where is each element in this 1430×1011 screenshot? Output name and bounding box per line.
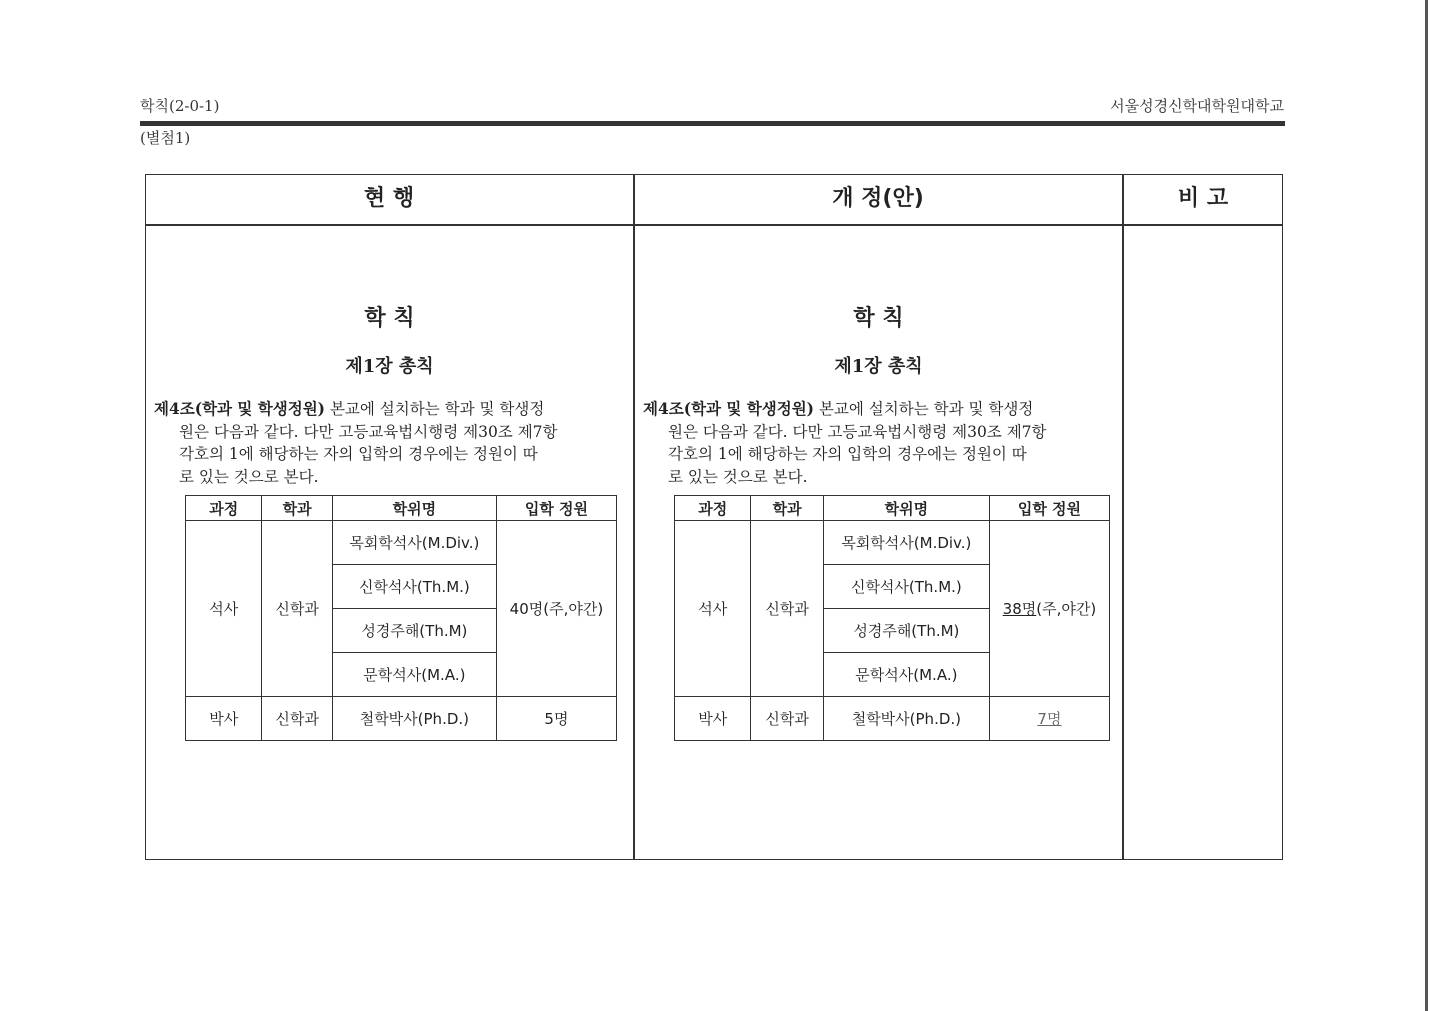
degree-phd: 철학박사(Ph.D.) (332, 697, 496, 741)
column-header-note: 비 고 (1177, 186, 1229, 211)
article-line: 각호의 1에 해당하는 자의 입학의 경우에는 정원이 따 (668, 445, 1027, 463)
revised-section (635, 226, 1122, 856)
article-line: 로 있는 것으로 본다. (179, 467, 319, 486)
column-header-revised: 개 정(안) (832, 186, 924, 211)
article-4-text (154, 398, 626, 488)
department-theology: 신학과 (262, 697, 332, 741)
quota-changed-value: 7명 (1037, 710, 1062, 728)
article-line: 원은 다음과 같다. 다만 고등교육법시행령 제30조 제7항 (179, 422, 558, 441)
school-name: 서울성경신학대학원대학교 (1110, 97, 1284, 115)
degree-exegesis-thm: 성경주해(Th.M) (332, 609, 496, 653)
degree-mdiv: 목회학석사(M.Div.) (823, 521, 989, 565)
article-line: 본교에 설치하는 학과 및 학생정 (814, 400, 1034, 418)
current-section (146, 226, 633, 856)
table-row (186, 697, 617, 741)
department-theology: 신학과 (262, 521, 332, 697)
department-theology: 신학과 (751, 697, 823, 741)
header-department: 학과 (751, 496, 823, 521)
degree-ma: 문학석사(M.A.) (332, 653, 496, 697)
attachment-label: (별첨1) (140, 129, 191, 147)
article-heading: 제4조(학과 및 학생정원) (154, 399, 326, 418)
quota-masters: 40명(주,야간) (496, 521, 616, 697)
enrollment-quota-table (674, 495, 1110, 741)
course-masters: 석사 (186, 521, 262, 697)
header-quota: 입학 정원 (496, 496, 616, 521)
header-course: 과정 (186, 496, 262, 521)
department-theology: 신학과 (751, 521, 823, 697)
header-department: 학과 (262, 496, 332, 521)
article-line: 로 있는 것으로 본다. (668, 467, 808, 486)
document-code: 학칙(2-0-1) (140, 97, 220, 115)
degree-ma: 문학석사(M.A.) (823, 653, 989, 697)
table-row (186, 521, 617, 565)
chapter-heading: 제1장 총칙 (834, 356, 923, 377)
article-4-text (643, 398, 1115, 488)
article-line: 원은 다음과 같다. 다만 고등교육법시행령 제30조 제7항 (668, 422, 1047, 441)
quota-masters (989, 521, 1109, 697)
enrollment-quota-table (185, 495, 617, 741)
article-line: 본교에 설치하는 학과 및 학생정 (325, 400, 545, 418)
degree-mdiv: 목회학석사(M.Div.) (332, 521, 496, 565)
table-header-row (675, 496, 1110, 521)
article-line: 각호의 1에 해당하는 자의 입학의 경우에는 정원이 따 (179, 445, 538, 463)
quota-doctor (989, 697, 1109, 741)
header-quota: 입학 정원 (989, 496, 1109, 521)
quota-shift-note: (주,야간) (1036, 600, 1097, 618)
column-header-current: 현 행 (363, 186, 415, 211)
degree-exegesis-thm: 성경주해(Th.M) (823, 609, 989, 653)
regulation-title: 학 칙 (853, 306, 904, 331)
table-header-row (186, 496, 617, 521)
chapter-heading: 제1장 총칙 (345, 356, 434, 377)
degree-phd: 철학박사(Ph.D.) (823, 697, 989, 741)
quota-doctor: 5명 (496, 697, 616, 741)
degree-thm: 신학석사(Th.M.) (823, 565, 989, 609)
course-doctor: 박사 (675, 697, 751, 741)
header-degree: 학위명 (823, 496, 989, 521)
header-degree: 학위명 (332, 496, 496, 521)
table-row (675, 697, 1110, 741)
degree-thm: 신학석사(Th.M.) (332, 565, 496, 609)
quota-changed-value: 38명 (1002, 600, 1037, 618)
header-rule (140, 121, 1285, 126)
regulation-title: 학 칙 (364, 306, 415, 331)
page-edge-shadow (1425, 0, 1428, 1011)
course-doctor: 박사 (186, 697, 262, 741)
table-row (675, 521, 1110, 565)
column-divider-2 (1122, 174, 1124, 860)
article-heading: 제4조(학과 및 학생정원) (643, 399, 815, 418)
header-course: 과정 (675, 496, 751, 521)
course-masters: 석사 (675, 521, 751, 697)
